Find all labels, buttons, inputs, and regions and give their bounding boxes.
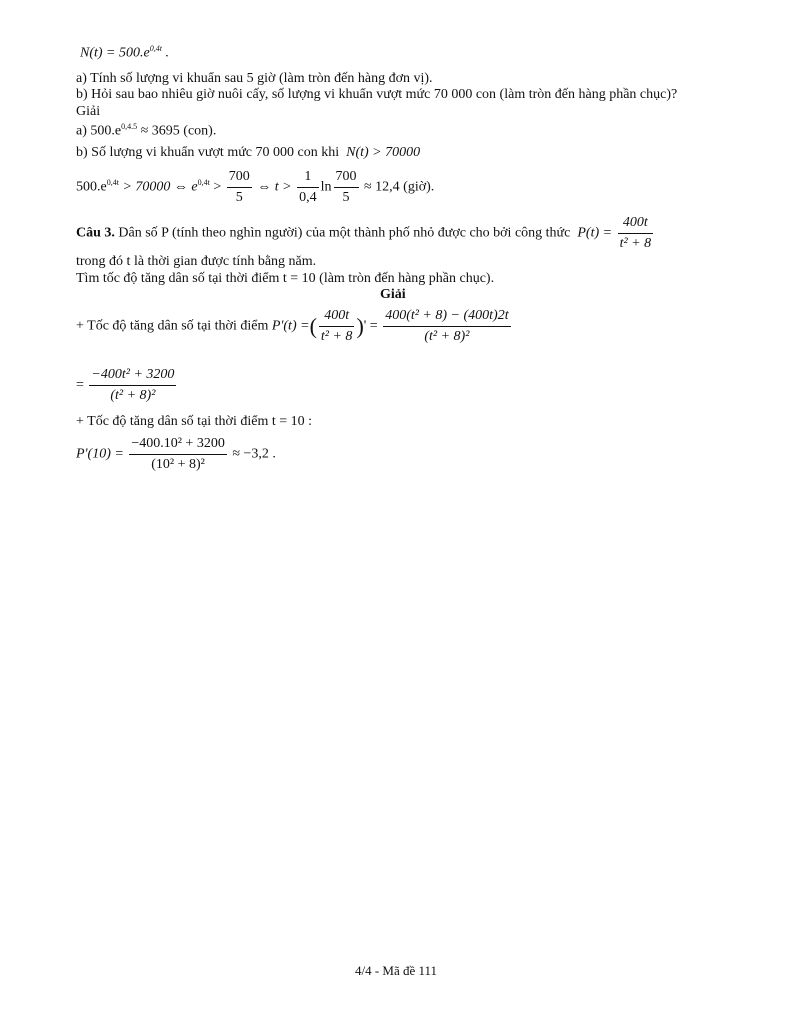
fraction-700-5: [227, 167, 252, 208]
ineq-part-4: ⇔ t >: [257, 179, 292, 195]
simplified-frac: [89, 365, 176, 406]
step1-text: + Tốc độ tăng dân số tại thời điểm: [76, 318, 269, 334]
ineq-ln: ln: [320, 179, 332, 195]
deriv-quotient: [383, 306, 510, 347]
cau3-formula-den: t² + 8: [619, 236, 652, 251]
p10-num: −400.10² + 3200: [129, 434, 227, 455]
deriv-inner-den: t² + 8: [320, 329, 353, 344]
cau3-label: Câu 3.: [76, 225, 115, 241]
cau3-text: Dân số P (tính theo nghìn người) của một thành phố nhỏ được cho bởi công thức: [118, 225, 571, 241]
formula-N: N(t) = 500.e0,4t .: [80, 44, 169, 61]
question-b: b) Hỏi sau bao nhiêu giờ nuôi cấy, số lượng vi khuẩn vượt mức 70 000 con (làm tròn đến hàng phần chục)?: [76, 87, 678, 102]
formula-N-exp: 0,4t: [149, 44, 162, 53]
derivative-line: + Tốc độ tăng dân số tại thời điểm P'(t) =( $\frac{400t}{\text{t² + 8}}$ )' = $\frac{\text{400(t² + 8) − (400t)2t}}{\text{(t² + 8)²}}$: [76, 306, 513, 347]
frac1-num: 700: [227, 167, 252, 188]
p10-den: (10² + 8)²: [151, 457, 205, 472]
simplified-eq: =: [76, 377, 84, 393]
page-footer: 4/4 - Mã đề 111: [354, 963, 438, 978]
ineq-result: ≈ 12,4 (giờ).: [364, 179, 435, 195]
deriv-lhs: P'(t) =: [271, 318, 310, 334]
frac2-num: 1: [297, 167, 319, 188]
p10-result: ≈ −3,2 .: [232, 446, 276, 462]
cau3-statement: [76, 213, 655, 254]
frac1-den: 5: [235, 190, 243, 205]
answer-b-condition: N(t) > 70000: [346, 145, 421, 160]
cau3-formula-frac: [618, 213, 654, 254]
frac2-den: 0,4: [299, 190, 317, 205]
deriv-inner-frac: [319, 306, 355, 347]
deriv-quotient-den: (t² + 8)²: [424, 329, 470, 344]
ineq-exp-1: 0,4t: [106, 178, 119, 188]
simplified-derivative: [76, 365, 178, 406]
deriv-quotient-num: 400(t² + 8) − (400t)2t: [383, 306, 510, 327]
step2-text: + Tốc độ tăng dân số tại thời điểm t = 10 :: [76, 414, 313, 429]
answer-a-result: ≈ 3695 (con).: [140, 123, 217, 139]
ineq-part-3: >: [213, 179, 222, 195]
solution-heading-1: Giải: [76, 104, 101, 119]
ineq-part-2: > 70000 ⇔ e: [122, 179, 198, 195]
answer-b-text: b) Số lượng vi khuẩn vượt mức 70 000 con khi: [76, 145, 340, 160]
ineq-exp-2: 0,4t: [197, 178, 210, 188]
inequality-chain: [76, 167, 434, 208]
frac3-den: 5: [342, 190, 350, 205]
p10-lhs: P'(10) =: [76, 446, 124, 462]
solution-heading-2: Giải: [380, 287, 406, 302]
fraction-1-04: [297, 167, 319, 208]
cau3-formula-lhs: P(t) =: [577, 225, 613, 241]
frac3-num: 700: [334, 167, 359, 188]
p10-evaluation: [76, 434, 276, 475]
p10-frac: [129, 434, 227, 475]
ineq-part-1: 500.e: [76, 179, 107, 195]
question-a: a) Tính số lượng vi khuẩn sau 5 giờ (làm tròn đến hàng đơn vị).: [76, 71, 433, 86]
answer-a: [76, 123, 216, 140]
deriv-inner-num: 400t: [319, 306, 355, 327]
cau3-line3: Tìm tốc độ tăng dân số tại thời điểm t = 10 (làm tròn đến hàng phần chục).: [76, 271, 495, 286]
answer-a-text: a) 500.e: [76, 123, 122, 139]
answer-a-exp: 0,4.5: [121, 122, 138, 131]
formula-N-text: N(t) = 500.e: [80, 45, 150, 61]
deriv-tail: ' =: [363, 318, 378, 334]
answer-b: [76, 145, 420, 161]
cau3-line2: trong đó t là thời gian được tính bằng năm.: [76, 254, 317, 269]
simplified-num: −400t² + 3200: [89, 365, 176, 386]
fraction-700-5-b: [334, 167, 359, 208]
cau3-formula-num: 400t: [618, 213, 654, 234]
simplified-den: (t² + 8)²: [110, 388, 156, 403]
